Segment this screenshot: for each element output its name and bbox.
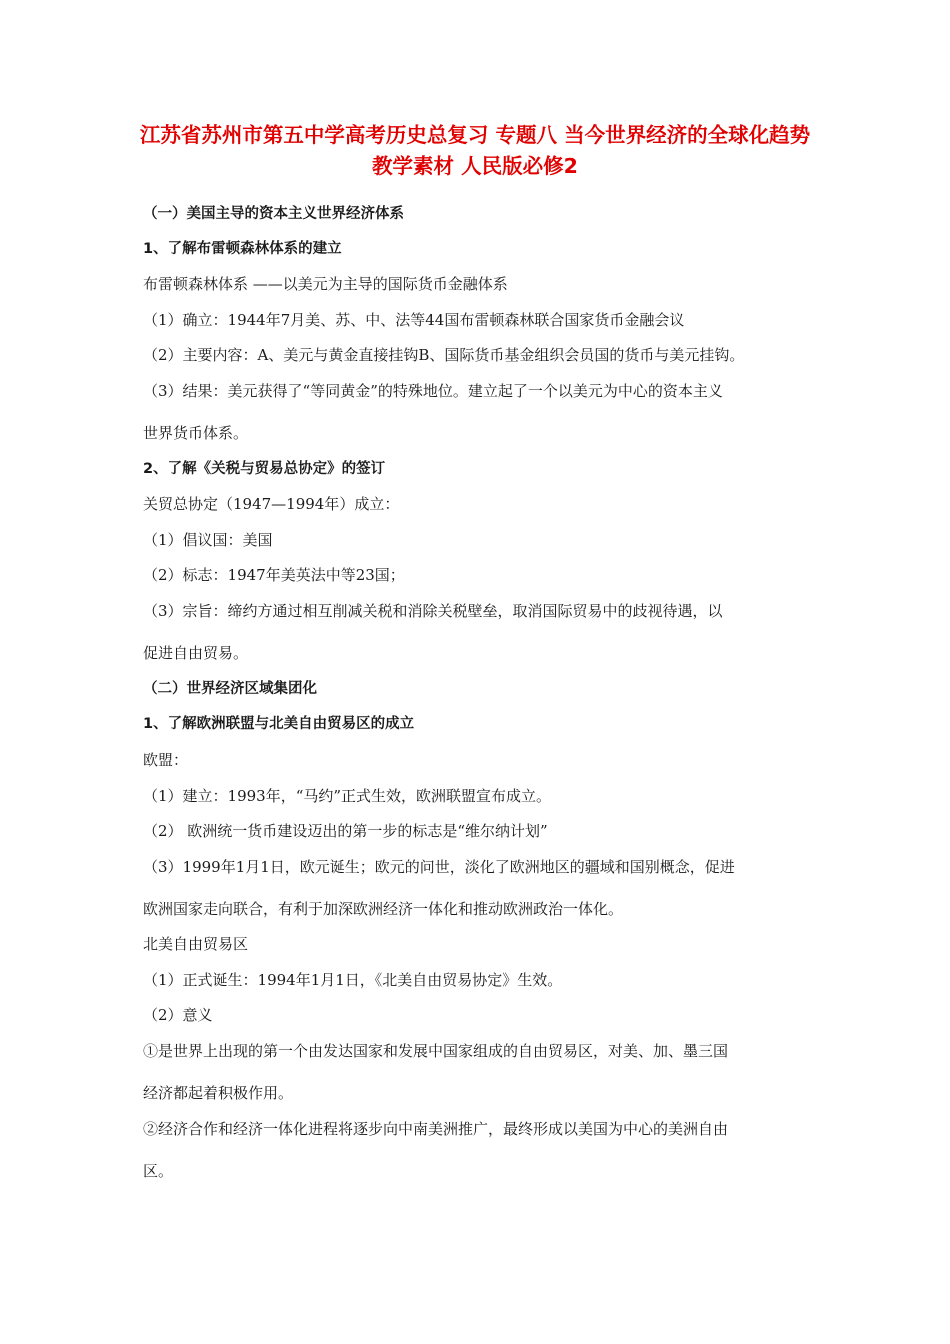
paragraph-line: （2）意义 (143, 1006, 213, 1024)
paragraph-line: （1）倡议国：美国 (143, 531, 273, 549)
paragraph-line: （2） 欧洲统一货币建设迈出的第一步的标志是“维尔纳计划” (143, 822, 548, 840)
section-heading: （二）世界经济区域集团化 (143, 681, 317, 697)
paragraph-line: 世界货币体系。 (143, 424, 249, 442)
paragraph-line: （1）建立：1993年，“马约”正式生效，欧洲联盟宣布成立。 (143, 787, 552, 805)
subsection-heading: 1、了解布雷顿森林体系的建立 (143, 241, 342, 257)
subsection-heading: 2、了解《关税与贸易总协定》的签订 (143, 461, 386, 477)
paragraph-line: （2）主要内容：A、美元与黄金直接挂钩B、国际货币基金组织会员国的货币与美元挂钩。 (143, 346, 745, 364)
paragraph-line: （3）宗旨：缔约方通过相互削减关税和消除关税壁垒，取消国际贸易中的歧视待遇，以 (143, 602, 723, 620)
section-heading: （一）美国主导的资本主义世界经济体系 (143, 206, 404, 222)
paragraph-line: （3）结果：美元获得了“等同黄金”的特殊地位。建立起了一个以美元为中心的资本主义 (143, 382, 723, 400)
paragraph-line: 欧盟： (143, 751, 189, 769)
paragraph-line: （3）1999年1月1日，欧元诞生；欧元的问世，淡化了欧洲地区的疆域和国别概念，促进 (143, 858, 735, 876)
paragraph-line: 关贸总协定（1947—1994年）成立： (143, 495, 400, 513)
paragraph-line: （2）标志：1947年美英法中等23国； (143, 566, 405, 584)
paragraph-line: 经济都起着积极作用。 (143, 1084, 294, 1102)
paragraph-line: 区。 (143, 1162, 174, 1180)
paragraph-line: 北美自由贸易区 (143, 935, 249, 953)
paragraph-line: ①是世界上出现的第一个由发达国家和发展中国家组成的自由贸易区，对美、加、墨三国 (143, 1042, 729, 1060)
paragraph-line: 欧洲国家走向联合，有利于加深欧洲经济一体化和推动欧洲政治一体化。 (143, 900, 624, 918)
paragraph-line: 布雷顿森林体系 ——以美元为主导的国际货币金融体系 (143, 275, 508, 293)
document-title: 江苏省苏州市第五中学高考历史总复习 专题八 当今世界经济的全球化趋势教学素材 人民版必修2 (139, 123, 811, 178)
paragraph-line: （1）正式诞生：1994年1月1日，《北美自由贸易协定》生效。 (143, 971, 563, 989)
paragraph-line: 促进自由贸易。 (143, 644, 249, 662)
subsection-heading: 1、了解欧洲联盟与北美自由贸易区的成立 (143, 716, 415, 732)
paragraph-line: ②经济合作和经济一体化进程将逐步向中南美洲推广，最终形成以美国为中心的美洲自由 (143, 1120, 729, 1138)
paragraph-line: （1）确立：1944年7月美、苏、中、法等44国布雷顿森林联合国家货币金融会议 (143, 311, 685, 329)
